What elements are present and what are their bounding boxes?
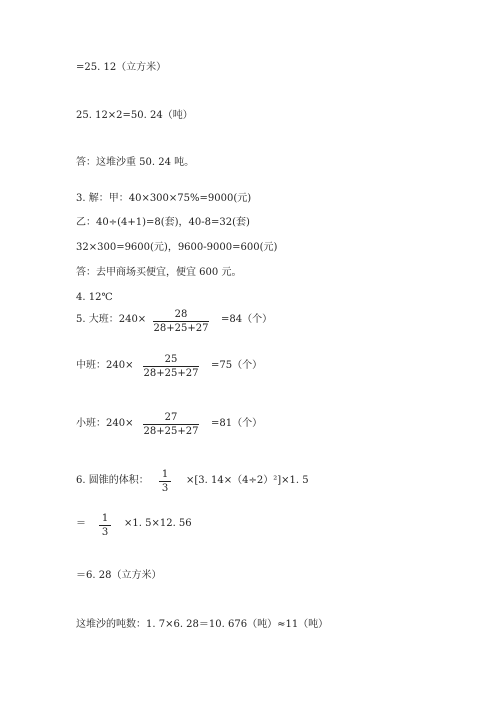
q5-middle-result: =75（个） (211, 360, 263, 371)
fraction-numerator: 25 (164, 354, 178, 365)
q6-fraction (159, 469, 171, 494)
line-q3-answer: 答：去甲商场买便宜，便宜 600 元。 (76, 267, 242, 278)
line-q4-answer: 4. 12℃ (76, 292, 113, 303)
line-answer-weight: 答：这堆沙重 50. 24 吨。 (76, 157, 195, 168)
fraction-bar (143, 366, 199, 367)
q5-small-prefix: 小班：240× (76, 418, 134, 429)
fraction-denominator: 28+25+27 (143, 426, 199, 437)
fraction-bar (153, 321, 209, 322)
q5-small-fraction (143, 412, 199, 437)
q6-step-fraction (99, 513, 111, 538)
fraction-numerator: 27 (164, 412, 178, 423)
line-weight-calc: 25. 12×2=50. 24（吨） (76, 110, 193, 121)
fraction-denominator: 28+25+27 (143, 368, 199, 379)
q6-volume-result: ＝6. 28（立方米） (76, 570, 162, 581)
q5-large-fraction (153, 309, 209, 334)
fraction-denominator: 3 (101, 527, 109, 538)
q6-final-tonnage: 这堆沙的吨数：1. 7×6. 28＝10. 676（吨）≈11（吨） (76, 619, 329, 630)
fraction-numerator: 1 (101, 513, 109, 524)
q6-prefix: 6. 圆锥的体积： (76, 475, 149, 486)
fraction-numerator: 28 (174, 309, 188, 320)
line-q3-store-a: 3. 解：甲：40×300×75%=9000(元) (76, 193, 252, 204)
fraction-bar (143, 424, 199, 425)
q5-middle-prefix: 中班：240× (76, 360, 134, 371)
fraction-numerator: 1 (161, 469, 169, 480)
fraction-bar (159, 481, 171, 482)
fraction-denominator: 3 (161, 483, 169, 494)
line-q3-compare: 32×300=9600(元)，9600-9000=600(元) (76, 242, 278, 253)
q6-step-expression: ×1. 5×12. 56 (124, 518, 192, 529)
q5-large-result: =84（个） (221, 314, 273, 325)
fraction-bar (99, 525, 111, 526)
line-q3-store-b: 乙：40÷(4+1)=8(套)，40-8=32(套) (76, 217, 250, 228)
q5-middle-fraction (143, 354, 199, 379)
q6-step-prefix: ＝ (76, 518, 86, 529)
q5-large-prefix: 5. 大班：240× (76, 314, 147, 325)
fraction-denominator: 28+25+27 (153, 323, 209, 334)
q5-small-result: =81（个） (211, 418, 263, 429)
line-volume-result: =25. 12（立方米） (76, 62, 167, 73)
q6-expression: ×[3. 14×（4÷2）²]×1. 5 (186, 475, 309, 486)
